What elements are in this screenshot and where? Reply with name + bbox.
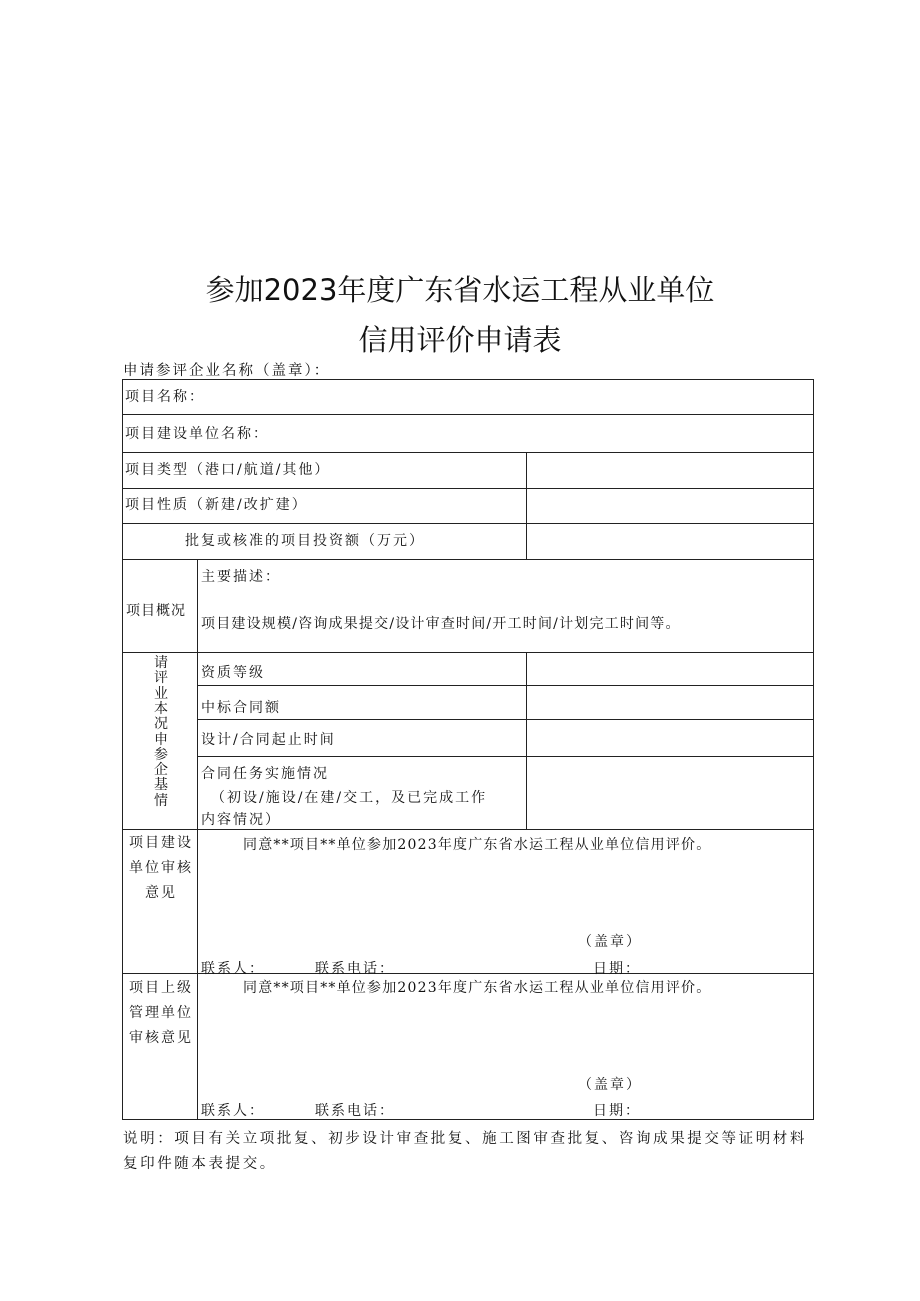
- builder-review-label-line1: 项目建设: [129, 835, 193, 851]
- footnote-line2: 复印件随本表提交。: [123, 1156, 277, 1172]
- project-name-label: 项目名称：: [125, 389, 205, 405]
- row-divider: [123, 452, 813, 453]
- column-divider: [526, 652, 527, 829]
- builder-review-label: [125, 831, 197, 906]
- supervisor-review-date: 日期：: [593, 1103, 641, 1119]
- supervisor-review-seal: （盖章）: [578, 1077, 642, 1093]
- enterprise-label-char: 本: [154, 700, 168, 717]
- qualification-label: 资质等级: [201, 665, 265, 681]
- task-status-label: 合同任务实施情况: [201, 766, 329, 782]
- row-divider: [123, 652, 813, 653]
- overview-desc-text: 项目建设规模/咨询成果提交/设计审查时间/开工时间/计划完工时间等。: [201, 616, 681, 632]
- form-title-line2: 信用评价申请表: [358, 323, 562, 357]
- row-divider: [123, 829, 813, 830]
- builder-review-phone: 联系电话：: [315, 961, 395, 977]
- supervisor-review-phone: 联系电话：: [315, 1103, 395, 1119]
- footnote-line1: 说明：项目有关立项批复、初步设计审查批复、施工图审查批复、咨询成果提交等证明材料: [123, 1131, 807, 1147]
- enterprise-label-char: 参: [154, 746, 168, 763]
- applicant-name-label: 申请参评企业名称（盖章）：: [123, 363, 331, 379]
- row-divider: [123, 488, 813, 489]
- builder-review-label-line3: 意见: [145, 885, 177, 901]
- task-status-note-end: 内容情况）: [201, 812, 281, 828]
- builder-review-contact: 联系人：: [201, 961, 265, 977]
- row-divider: [123, 414, 813, 415]
- row-divider: [197, 685, 813, 686]
- enterprise-label-char: 请: [154, 655, 168, 671]
- enterprise-label-char: 基: [154, 777, 168, 794]
- row-divider: [123, 523, 813, 524]
- builder-unit-label: 项目建设单位名称：: [125, 426, 269, 442]
- row-divider: [197, 719, 813, 720]
- supervisor-review-label: [125, 976, 197, 1051]
- contract-amount-label: 中标合同额: [201, 700, 281, 716]
- column-divider: [526, 452, 527, 559]
- enterprise-label-char: 况: [154, 716, 168, 733]
- row-divider: [197, 756, 813, 757]
- project-nature-label: 项目性质（新建/改扩建）: [125, 497, 308, 513]
- supervisor-review-statement: 同意**项目**单位参加2023年度广东省水运工程从业单位信用评价。: [243, 980, 712, 996]
- supervisor-review-label-line3: 审核意见: [129, 1030, 193, 1046]
- supervisor-review-contact: 联系人：: [201, 1103, 265, 1119]
- enterprise-label-char: 评: [154, 670, 168, 687]
- overview-desc-label: 主要描述：: [201, 569, 281, 585]
- contract-period-label: 设计/合同起止时间: [201, 732, 336, 748]
- form-title-line1: 参加2023年度广东省水运工程从业单位: [205, 273, 715, 307]
- builder-review-seal: （盖章）: [578, 934, 642, 950]
- builder-review-label-line2: 单位审核: [129, 860, 193, 876]
- supervisor-review-label-line2: 管理单位: [129, 1005, 193, 1021]
- enterprise-label-char: 情: [154, 792, 168, 809]
- investment-label: 批复或核准的项目投资额（万元）: [185, 533, 425, 549]
- builder-review-date: 日期：: [593, 961, 641, 977]
- enterprise-label-char: 业: [154, 685, 168, 702]
- column-divider: [197, 559, 198, 1119]
- enterprise-label-char: 申: [154, 731, 168, 748]
- enterprise-label-char: 企: [154, 762, 168, 779]
- task-status-note: （初设/施设/在建/交工，及已完成工作: [211, 790, 488, 806]
- application-form-table: [122, 379, 814, 1120]
- overview-label: 项目概况: [126, 603, 186, 619]
- builder-review-statement: 同意**项目**单位参加2023年度广东省水运工程从业单位信用评价。: [243, 837, 712, 853]
- supervisor-review-label-line1: 项目上级: [129, 980, 193, 996]
- project-type-label: 项目类型（港口/航道/其他）: [125, 462, 331, 478]
- row-divider: [123, 559, 813, 560]
